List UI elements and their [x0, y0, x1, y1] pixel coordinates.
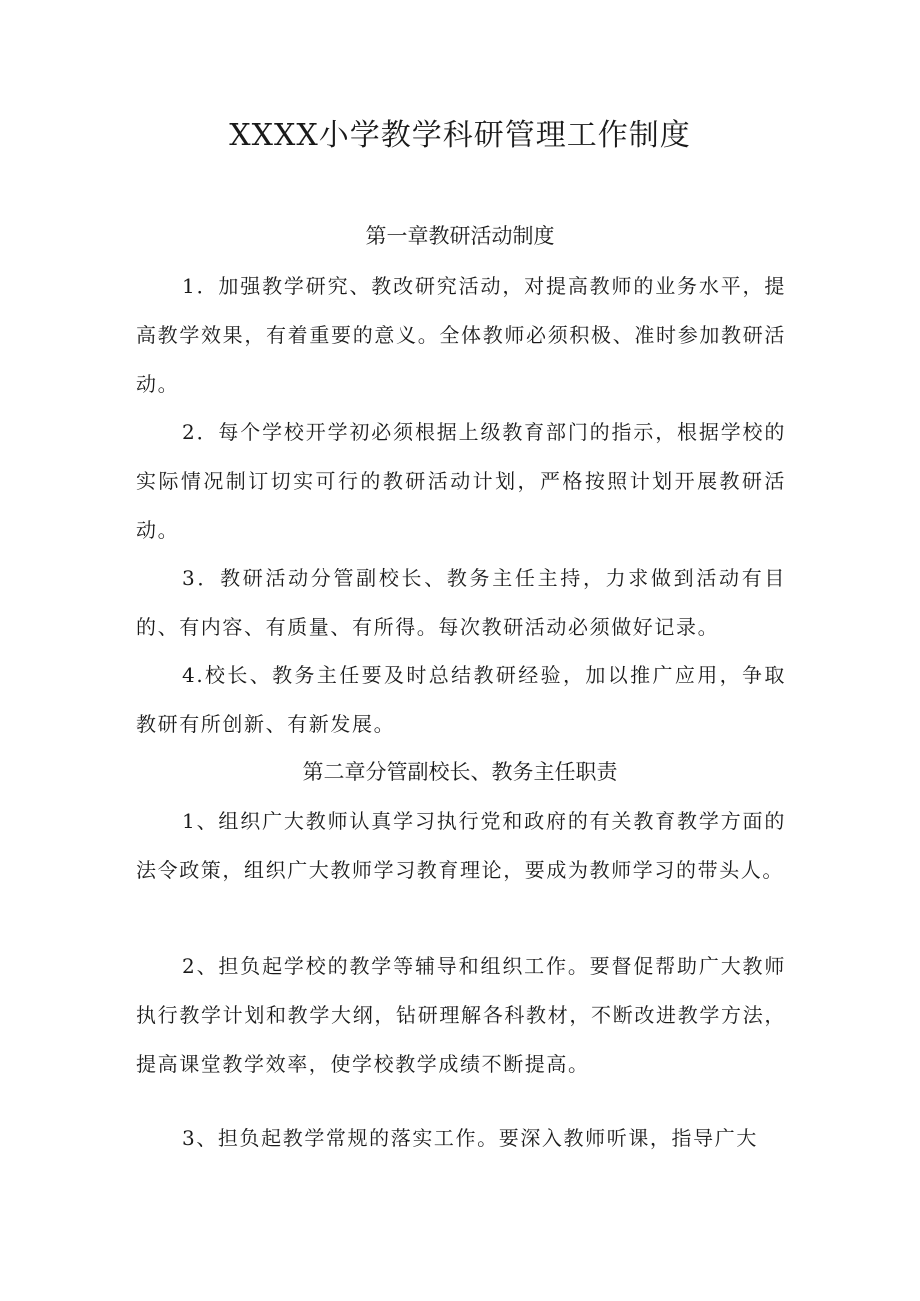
chapter-1-paragraph-3: 3．教研活动分管副校长、教务主任主持，力求做到活动有目的、有内容、有质量、有所得。每次教研活动必须做好记录。: [136, 566, 786, 639]
chapter-1-heading: 第一章教研活动制度: [365, 224, 555, 248]
chapter-2-paragraph-1: 1、组织广大教师认真学习执行党和政府的有关教育教学方面的法令政策，组织广大教师学习教育理论，要成为教师学习的带头人。: [136, 809, 786, 882]
chapter-1-paragraph-4: 4.校长、教务主任要及时总结教研经验，加以推广应用，争取教研有所创新、有新发展。: [136, 663, 786, 736]
chapter-2-paragraph-2: 2、担负起学校的教学等辅导和组织工作。要督促帮助广大教师执行教学计划和教学大纲，钻研理解各科教材，不断改进教学方法，提高课堂教学效率，使学校教学成绩不断提高。: [136, 954, 786, 1076]
chapter-2-heading: 第二章分管副校长、教务主任职责: [302, 760, 618, 784]
chapter-1-paragraph-1: 1．加强教学研究、教改研究活动，对提高教师的业务水平，提高教学效果，有着重要的意义。全体教师必须积极、准时参加教研活动。: [136, 274, 786, 396]
chapter-1-paragraph-2: 2．每个学校开学初必须根据上级教育部门的指示，根据学校的实际情况制订切实可行的教研活动计划，严格按照计划开展教研活动。: [136, 420, 786, 542]
chapter-2-paragraph-3: 3、担负起教学常规的落实工作。要深入教师听课，指导广大: [182, 1126, 758, 1150]
document-title: XXXX小学教学科研管理工作制度: [229, 118, 691, 153]
